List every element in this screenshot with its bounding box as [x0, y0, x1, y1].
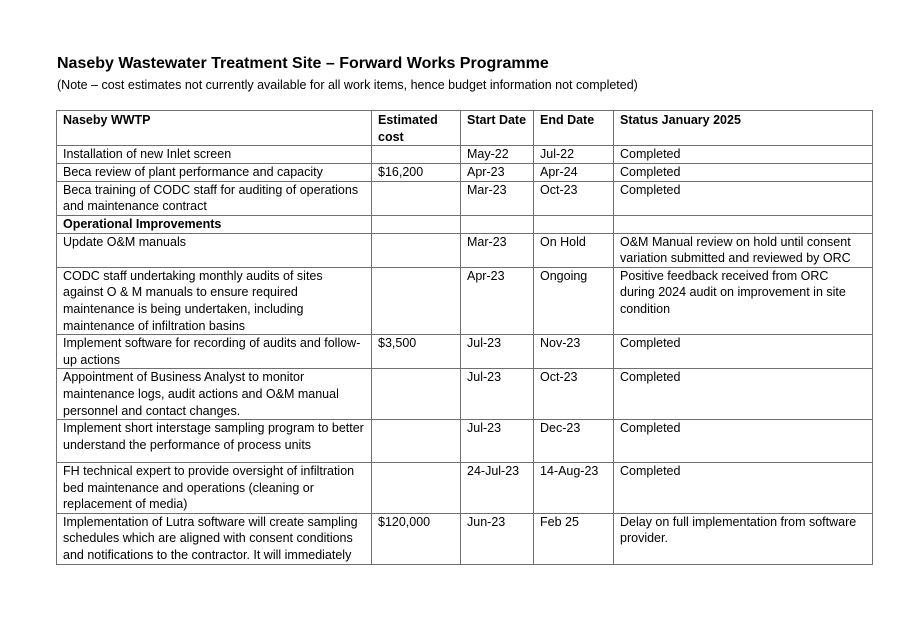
cell-status: Completed: [614, 181, 873, 215]
cell-item: Update O&M manuals: [57, 233, 372, 267]
cell-end: Dec-23: [534, 420, 614, 463]
cell-end: Feb 25: [534, 513, 614, 564]
cell-cost: [372, 267, 461, 334]
cell-cost: $3,500: [372, 335, 461, 369]
cell-cost: [372, 463, 461, 514]
table-row: [57, 181, 873, 215]
cell-status: [614, 215, 873, 233]
cell-status: Completed: [614, 463, 873, 514]
cell-start: 24-Jul-23: [461, 463, 534, 514]
header-status: Status January 2025: [614, 111, 873, 146]
cell-start: May-22: [461, 146, 534, 164]
cell-end: Apr-24: [534, 164, 614, 182]
cell-end: Ongoing: [534, 267, 614, 334]
cell-cost: [372, 215, 461, 233]
cell-start: Mar-23: [461, 233, 534, 267]
cell-item: Beca training of CODC staff for auditing of operations and maintenance contract: [57, 181, 372, 215]
cell-status: Delay on full implementation from software provider.: [614, 513, 873, 564]
cell-status: O&M Manual review on hold until consent variation submitted and reviewed by ORC: [614, 233, 873, 267]
cell-status: Positive feedback received from ORC during 2024 audit on improvement in site condition: [614, 267, 873, 334]
cell-item: FH technical expert to provide oversight of infiltration bed maintenance and operations (cleaning or replacement of media): [57, 463, 372, 514]
cell-status: Completed: [614, 164, 873, 182]
cell-end: On Hold: [534, 233, 614, 267]
table-row: [57, 164, 873, 182]
cell-cost: $120,000: [372, 513, 461, 564]
table-header-row: [57, 111, 873, 146]
cell-start: Jul-23: [461, 420, 534, 463]
cell-cost: [372, 420, 461, 463]
cell-status: Completed: [614, 369, 873, 420]
cell-item: Installation of new Inlet screen: [57, 146, 372, 164]
cell-end: Oct-23: [534, 369, 614, 420]
cell-cost: [372, 181, 461, 215]
cell-end: Jul-22: [534, 146, 614, 164]
cell-cost: [372, 146, 461, 164]
cell-item: Beca review of plant performance and capacity: [57, 164, 372, 182]
table-row: [57, 146, 873, 164]
section-heading: Operational Improvements: [57, 215, 372, 233]
cell-start: Mar-23: [461, 181, 534, 215]
cell-end: [534, 215, 614, 233]
forward-works-table: [56, 110, 873, 565]
table-row: [57, 420, 873, 463]
table-row: [57, 513, 873, 564]
table-row: [57, 233, 873, 267]
cell-start: Apr-23: [461, 164, 534, 182]
cell-status: Completed: [614, 335, 873, 369]
cell-item: Appointment of Business Analyst to monitor maintenance logs, audit actions and O&M manual personnel and contact changes.: [57, 369, 372, 420]
cell-start: Jul-23: [461, 369, 534, 420]
cell-end: 14-Aug-23: [534, 463, 614, 514]
table-row: [57, 463, 873, 514]
table-row: [57, 267, 873, 334]
cell-status: Completed: [614, 420, 873, 463]
cell-end: Oct-23: [534, 181, 614, 215]
section-row: [57, 215, 873, 233]
header-end-date: End Date: [534, 111, 614, 146]
cell-start: [461, 215, 534, 233]
header-cost: Estimated cost: [372, 111, 461, 146]
cell-status: Completed: [614, 146, 873, 164]
cell-item: CODC staff undertaking monthly audits of sites against O & M manuals to ensure required maintenance is being undertaken, including maintenance of infiltration basins: [57, 267, 372, 334]
page-note: (Note – cost estimates not currently available for all work items, hence budget information not completed): [57, 78, 638, 92]
cell-cost: $16,200: [372, 164, 461, 182]
cell-item: Implement software for recording of audits and follow-up actions: [57, 335, 372, 369]
cell-end: Nov-23: [534, 335, 614, 369]
cell-start: Jul-23: [461, 335, 534, 369]
table-row: [57, 369, 873, 420]
page-title: Naseby Wastewater Treatment Site – Forward Works Programme: [57, 55, 549, 72]
cell-cost: [372, 233, 461, 267]
header-start-date: Start Date: [461, 111, 534, 146]
cell-cost: [372, 369, 461, 420]
cell-start: Apr-23: [461, 267, 534, 334]
cell-item: Implement short interstage sampling program to better understand the performance of process units: [57, 420, 372, 463]
header-item: Naseby WWTP: [57, 111, 372, 146]
cell-start: Jun-23: [461, 513, 534, 564]
table-row: [57, 335, 873, 369]
cell-item: Implementation of Lutra software will create sampling schedules which are aligned with consent conditions and notifications to the contractor. It will immediately: [57, 513, 372, 564]
